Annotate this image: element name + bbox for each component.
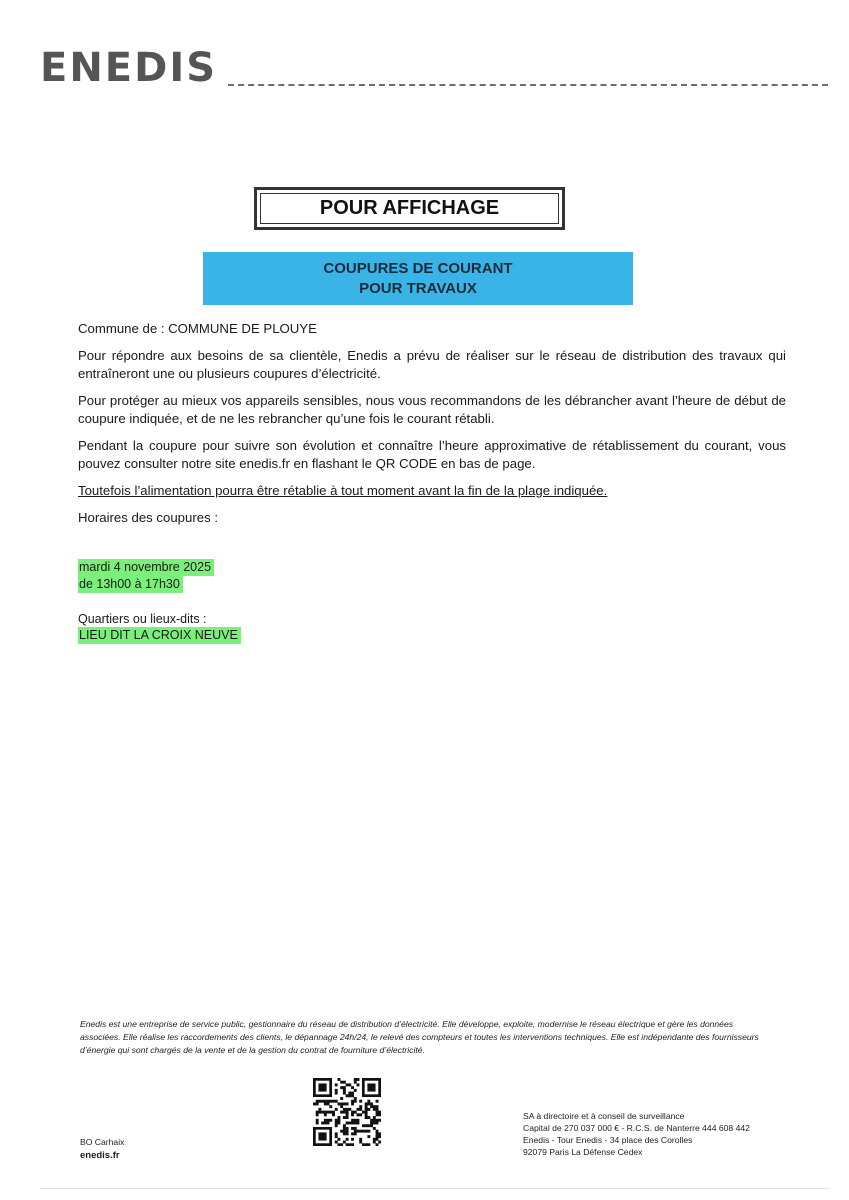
page-bottom-divider <box>40 1188 830 1189</box>
banner-line-2: POUR TRAVAUX <box>359 279 477 297</box>
website-link[interactable]: enedis.fr <box>80 1150 120 1161</box>
paragraph-follow: Pendant la coupure pour suivre son évolution et connaître l’heure approximative de rétablissement du courant, vous pouvez consulter notre site enedis.fr en flashant le QR CODE en bas de page. <box>78 438 786 471</box>
outage-time: de 13h00 à 17h30 <box>78 576 183 593</box>
legal-line-4: 92079 Paris La Défense Cedex <box>523 1147 643 1157</box>
notice-body <box>78 320 786 527</box>
header-divider <box>228 84 828 86</box>
office-name: BO Carhaix <box>80 1137 125 1147</box>
commune-line: Commune de : COMMUNE DE PLOUYE <box>78 321 317 336</box>
schedule-label: Horaires des coupures : <box>78 510 219 525</box>
outage-date: mardi 4 novembre 2025 <box>78 559 214 576</box>
legal-line-2: Capital de 270 037 000 € - R.C.S. de Nanterre 444 608 442 <box>523 1123 750 1133</box>
qr-code[interactable] <box>313 1078 381 1151</box>
legal-line-3: Enedis - Tour Enedis - 34 place des Corolles <box>523 1135 693 1145</box>
places-label: Quartiers ou lieux-dits : <box>78 612 207 626</box>
company-description: Enedis est une entreprise de service public, gestionnaire du réseau de distribution d’électricité. Elle développe, exploite, modernise le réseau électrique et gère les données associées. Elle réalise les raccordements des clients, le dépannage 24h/24, le relevé des compteurs et toutes les interventions techniques. Elle est indépendante des fournisseurs d’énergie qui sont chargés de la vente et de la gestion du contrat de fourniture d’électricité. <box>80 1019 759 1055</box>
enedis-logo <box>40 45 218 91</box>
office-info <box>80 1136 124 1162</box>
outage-banner <box>203 252 633 305</box>
paragraph-protect: Pour protéger au mieux vos appareils sensibles, nous vous recommandons de les débrancher avant l’heure de début de coupure indiquée, et de ne les rebrancher qu’une fois le courant rétabli. <box>78 393 786 426</box>
display-label-box <box>254 187 565 230</box>
legal-line-1: SA à directoire et à conseil de surveillance <box>523 1111 685 1121</box>
legal-info <box>523 1110 750 1158</box>
logo-text: ENEDIS <box>40 45 218 91</box>
banner-line-1: COUPURES DE COURANT <box>323 259 513 277</box>
paragraph-needs: Pour répondre aux besoins de sa clientèle, Enedis a prévu de réaliser sur le réseau de distribution des travaux qui entraîneront une ou plusieurs coupures d’électricité. <box>78 348 786 381</box>
paragraph-restore: Toutefois l’alimentation pourra être rétablie à tout moment avant la fin de la plage indiquée. <box>78 483 608 498</box>
outage-place: LIEU DIT LA CROIX NEUVE <box>78 627 241 644</box>
display-label: POUR AFFICHAGE <box>260 193 559 224</box>
